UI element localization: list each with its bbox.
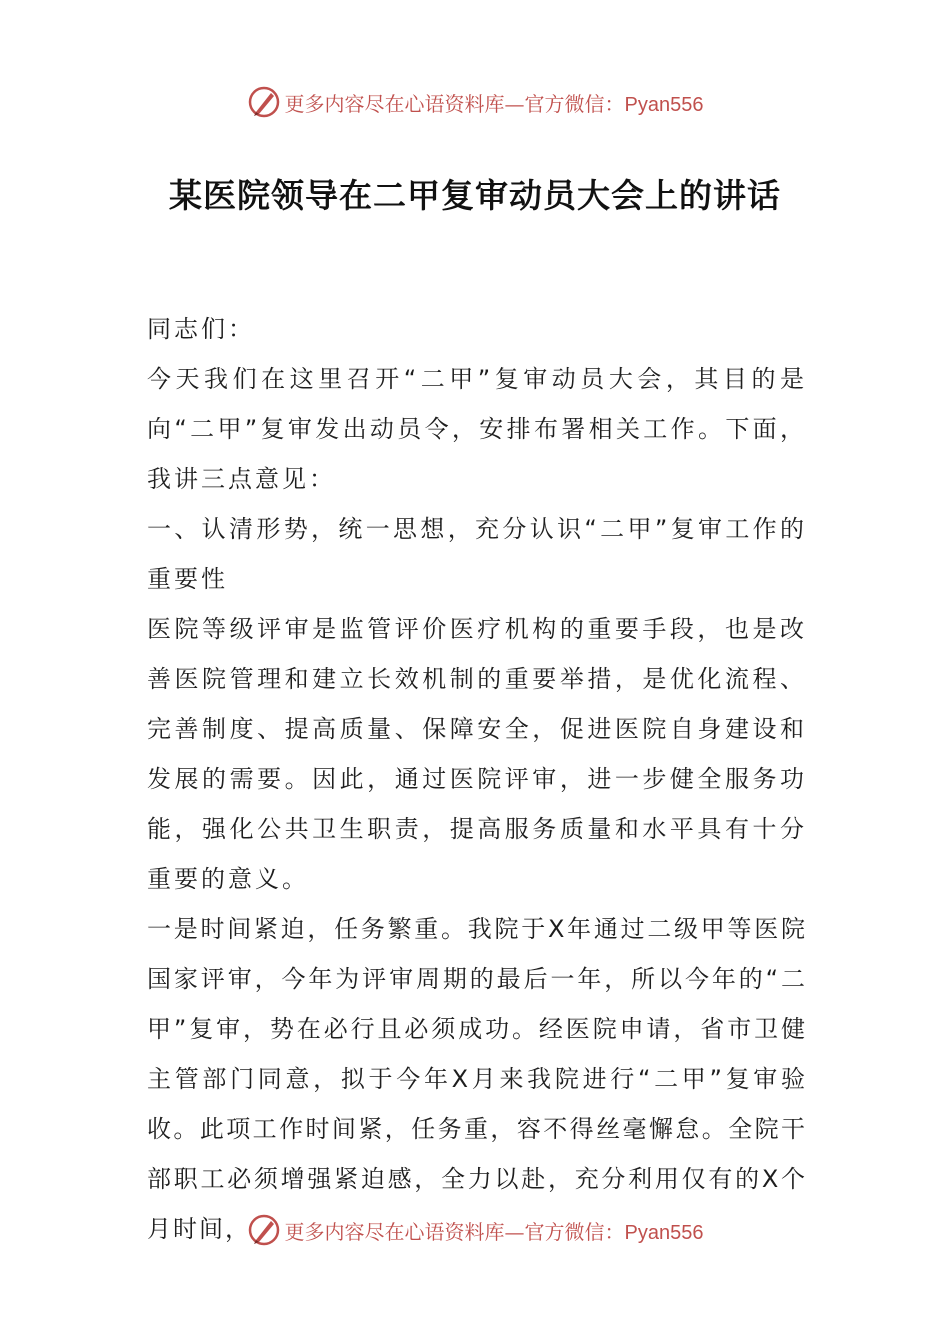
document-body	[147, 304, 807, 1254]
watermark-text: 更多内容尽在心语资料库—官方微信：	[284, 1219, 625, 1244]
watermark-header	[0, 82, 950, 122]
salutation: 同志们：	[147, 315, 255, 343]
pen-logo-icon	[247, 85, 281, 119]
watermark-text: 更多内容尽在心语资料库—官方微信：	[284, 91, 625, 116]
pen-logo-icon	[247, 1213, 281, 1247]
paragraph-body: 医院等级评审是监管评价医疗机构的重要手段，也是改善医院管理和建立长效机制的重要举措，是优化流程、完善制度、提高质量、保障安全，促进医院自身建设和发展的需要。因此，通过医院评审，进一步健全服务功能，强化公共卫生职责，提高服务质量和水平具有十分重要的意义。	[147, 615, 807, 893]
watermark-wechat-id: Pyan556	[624, 93, 704, 116]
watermark-wechat-id: Pyan556	[624, 1221, 704, 1244]
section-heading-1: 一、认清形势，统一思想，充分认识“二甲”复审工作的重要性	[147, 515, 807, 593]
paragraph-intro: 今天我们在这里召开“二甲”复审动员大会，其目的是向“二甲”复审发出动员令，安排布署相关工作。下面，我讲三点意见：	[147, 365, 807, 493]
watermark-footer	[0, 1210, 950, 1250]
paragraph-point-1: 一是时间紧迫，任务繁重。我院于X年通过二级甲等医院国家评审，今年为评审周期的最后一年，所以今年的“二甲”复审，势在必行且必须成功。经医院申请，省市卫健主管部门同意，拟于今年X月来我院进行“二甲”复审验收。此项工作时间紧，任务重，容不得丝毫懈怠。全院干部职工必须增强紧迫感，全力以赴，充分利用仅有的X个月时间，	[147, 915, 807, 1243]
document-title: 某医院领导在二甲复审动员大会上的讲话	[169, 176, 781, 215]
